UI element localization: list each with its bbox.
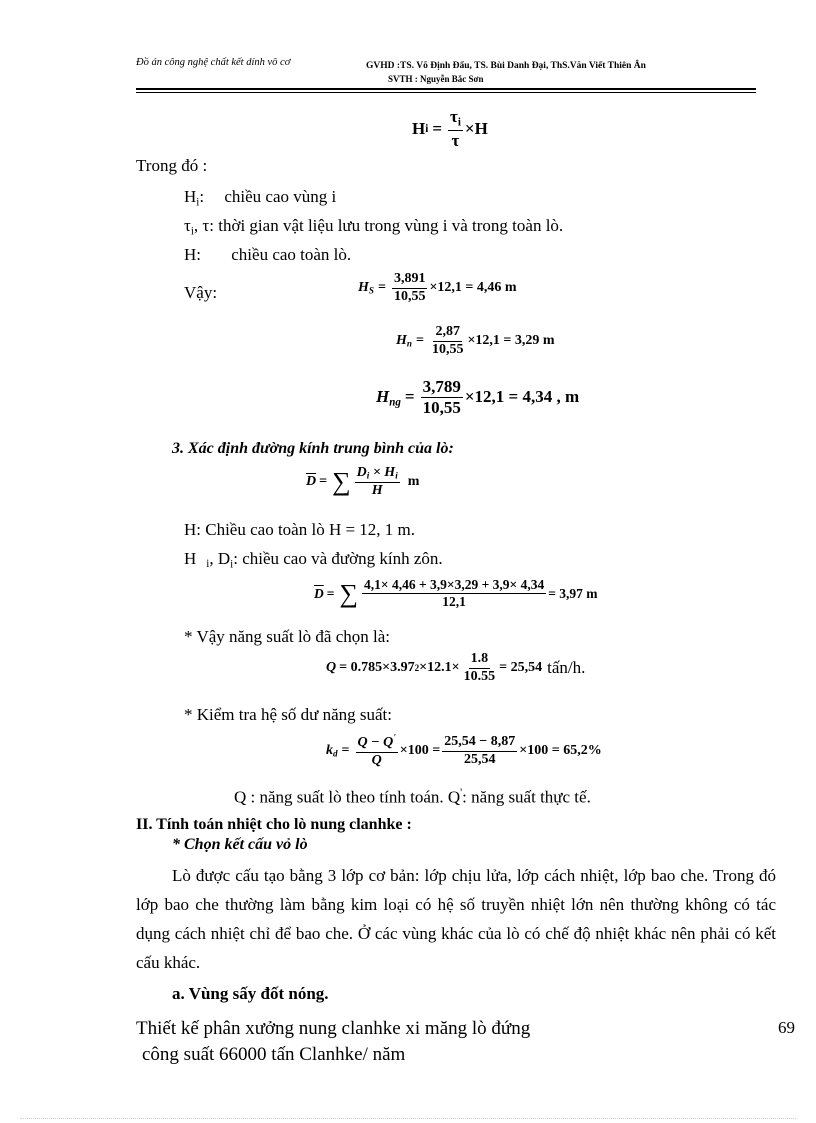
equation-q: Q = 0.785×3.97 2 ×12.1× $\frac{1.8}{10.55}$ = 25,54 tấn/h. (326, 651, 586, 684)
def-tau: $\tau_i$, τ: thời gian vật liệu lưu trong vùng i và trong toàn lò. (184, 216, 564, 238)
sub-a-title: a. Vùng sấy đốt nóng. (172, 984, 329, 1003)
nang-suat-line: * Vậy năng suất lò đã chọn là: (184, 627, 391, 646)
trong-do-label: Trong đó : (136, 156, 208, 175)
equation-hs: $H_S$ = $\frac{3,891}{10,55}$ ×12,1 = 4,46 m (358, 271, 517, 304)
sub-title-ket-cau: * Chọn kết cấu vỏ lò (172, 836, 308, 853)
equation-kd: $k_d$ = $\frac{Q - Q'}{Q}$ ×100 = $\frac{25,54 - 8,87}{25,54}$ ×100 = 65,2% (326, 733, 602, 769)
def-hi: $H_i$: chiều cao vùng i (184, 187, 337, 209)
header-left: Đồ án công nghệ chất kết dính vô cơ (136, 57, 291, 68)
equation-d: $\overline{D}$ = ∑ $\frac{D_i \times H_i}{H}$ m (306, 465, 420, 499)
paragraph-ket-cau: Lò được cấu tạo bằng 3 lớp cơ bản: lớp chịu lửa, lớp cách nhiệt, lớp bao che. Trong đó lớp bao che thường làm bằng kim loại có hệ số truyền nhiệt lớn nên thường không có tác dụng cách nhiệt chỉ để bao che. Ở các vùng khác của lò có chế độ nhiệt khác nên phải có kết cấu khác. (136, 866, 776, 972)
line-h-total: H: Chiều cao toàn lò H = 12, 1 m. (184, 520, 416, 539)
equation-d-numeric: $\overline{D}$ = ∑ $\frac{4,1\times 4,46 + 3,9\times 3,29 + 3,9\times 4,34}{12,1}$ = 3,97 m (314, 577, 598, 610)
line-hi-di: H $_i$, $D_i$: chiều cao và đường kính zôn. (184, 549, 443, 571)
section-3-title: 3. Xác định đường kính trung bình của lò: (172, 440, 454, 457)
header-supervisors: GVHD :TS. Võ Định Đẩu, TS. Bùi Danh Đại, ThS.Văn Viết Thiên Ân (366, 61, 646, 71)
page-number: 69 (778, 1018, 795, 1037)
header-student: SVTH : Nguyễn Bắc Sơn (388, 74, 484, 84)
footer-title-line1: Thiết kế phân xưởng nung clanhke xi măng lò đứng (136, 1018, 531, 1039)
equation-hn: $H_n$ = $\frac{2,87}{10,55}$ ×12,1 = 3,29 m (396, 324, 555, 357)
def-h: H: chiều cao toàn lò. (184, 245, 352, 264)
bottom-divider (20, 1118, 796, 1119)
vay-label: Vậy: (184, 283, 218, 302)
footer-title-line2: công suất 66000 tấn Clanhke/ năm (142, 1044, 406, 1065)
section-2-title: II. Tính toán nhiệt cho lò nung clanhke : (136, 816, 412, 833)
kiem-tra-line: * Kiểm tra hệ số dư năng suất: (184, 705, 392, 724)
header-rule-thin (136, 92, 756, 93)
equation-hng: $H_{ng}$ = $\frac{3,789}{10,55}$ ×12,1 = 4,34 , m (376, 377, 580, 417)
q-note: Q : năng suất lò theo tính toán. Q': năng suất thực tế. (234, 787, 591, 807)
equation-hi: H i = $\frac{\tau_i}{\tau}$ ×H (412, 107, 488, 150)
header-rule-thick (136, 88, 756, 90)
